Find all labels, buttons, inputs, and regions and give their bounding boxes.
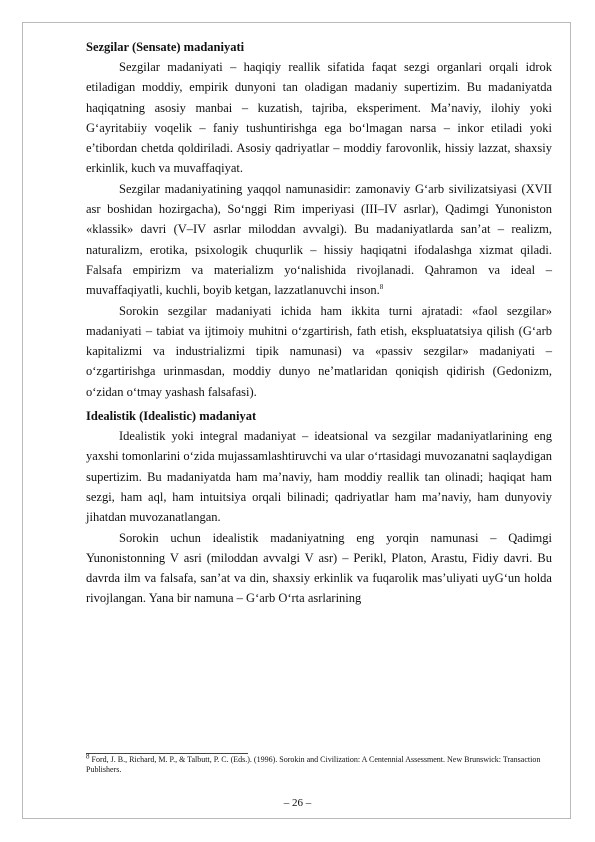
paragraph: Sorokin sezgilar madaniyati ichida ham ikkita turni ajratadi: «faol sezgilar» madaniyati – tabiat va ijtimoiy muhitni o‘zgartirish, fath etish, ekspluatatsiya qilish (G‘arb kapitalizmi va industrializmi tipik namunasi) va «passiv sezgilar» madaniyati – o‘zgartirishga urinmasdan, moddiy dunyo ne’matlaridan qoniqish qidirish (Gedonizm, o‘zidan o‘tmay yashash falsafasi). [86,303,552,399]
footnote-reference[interactable]: 8 [379,283,384,292]
paragraph: Sorokin uchun idealistik madaniyatning eng yorqin namunasi – Qadimgi Yunonistonning V asri (miloddan avvalgi V asr) – Perikl, Platon, Arastu, Fidiy davri. Bu davrda ilm va falsafa, san’at va din, shaxsiy erkinlik va fuqarolik mas’uliyati uyG‘un holda rivojlangan. Yana bir namuna – G‘arb O‘rta asrlarining [86,530,552,606]
paragraph: Idealistik yoki integral madaniyat – ideatsional va sezgilar madaniyatlarining eng yaxshi tomonlarini o‘zida mujassamlashtiruvchi va ular o‘rtasidagi muvozanatni saqlaydigan supertizim. Bu madaniyatda ham ma’naviy, ham moddiy reallik tan olinadi; haqiqat ham sezgi, ham aql, ham intuitsiya orqali bilinadi; qadriyatlar ham ma’naviy, ham dunyoviy jihatdan muvozanatlangan. [86,429,552,525]
paragraph: Sezgilar madaniyati – haqiqiy reallik sifatida faqat sezgi organlari orqali idrok etiladigan moddiy, empirik dunyoni tan oladigan madaniy supertizim. Bu madaniyatda haqiqatning asosiy manbai – kuzatish, tajriba, eksperiment. Ma’naviy, ilohiy yoki G‘ayritabiiy voqelik – faniy tushuntirishga ega bo‘lmagan narsa – inkor etiladi yoki e’tibordan chetda qoldiriladi. Asosiy qadriyatlar – moddiy farovonlik, hissiy lazzat, shaxsiy erkinlik, kuch va muvaffaqiyat. [86,60,552,176]
section-heading-idealistic: Idealistik (Idealistic) madaniyat [86,409,257,424]
document-body [86,38,552,609]
footnote-number: 8 [86,752,90,761]
page-number: – 26 – [283,797,312,809]
footnote-divider [86,753,248,754]
paragraph-text: Sezgilar madaniyatining yaqqol namunasidir: zamonaviy G‘arb sivilizatsiyasi (XVII asr boshidan hozirgacha), So‘nggi Rim imperiyasi (III–IV asrlar), Qadimgi Yunoniston «klassik» davri (V–IV asrlar miloddan avvalgi). Bu madaniyatlarda san’at – realizm, naturalizm, erotika, psixologik chuqurlik – hissiy haqiqatni ifodalashga xizmat qiladi. Falsafa empirizm va materializm yo‘nalishida rivojlanadi. Qahramon va ideal – muvaffaqiyatli, kuchli, boyib ketgan, lazzatlanuvchi inson. [86,181,552,298]
footnote-text: Ford, J. B., Richard, M. P., & Talbutt, P. C. (Eds.). (1996). Sorokin and Civilization: A Centennial Assessment. New Brunswick: Transaction Publishers. [86,755,541,774]
section-heading-sensate: Sezgilar (Sensate) madaniyati [86,40,245,54]
paragraph [86,179,552,301]
footnote [86,752,556,775]
